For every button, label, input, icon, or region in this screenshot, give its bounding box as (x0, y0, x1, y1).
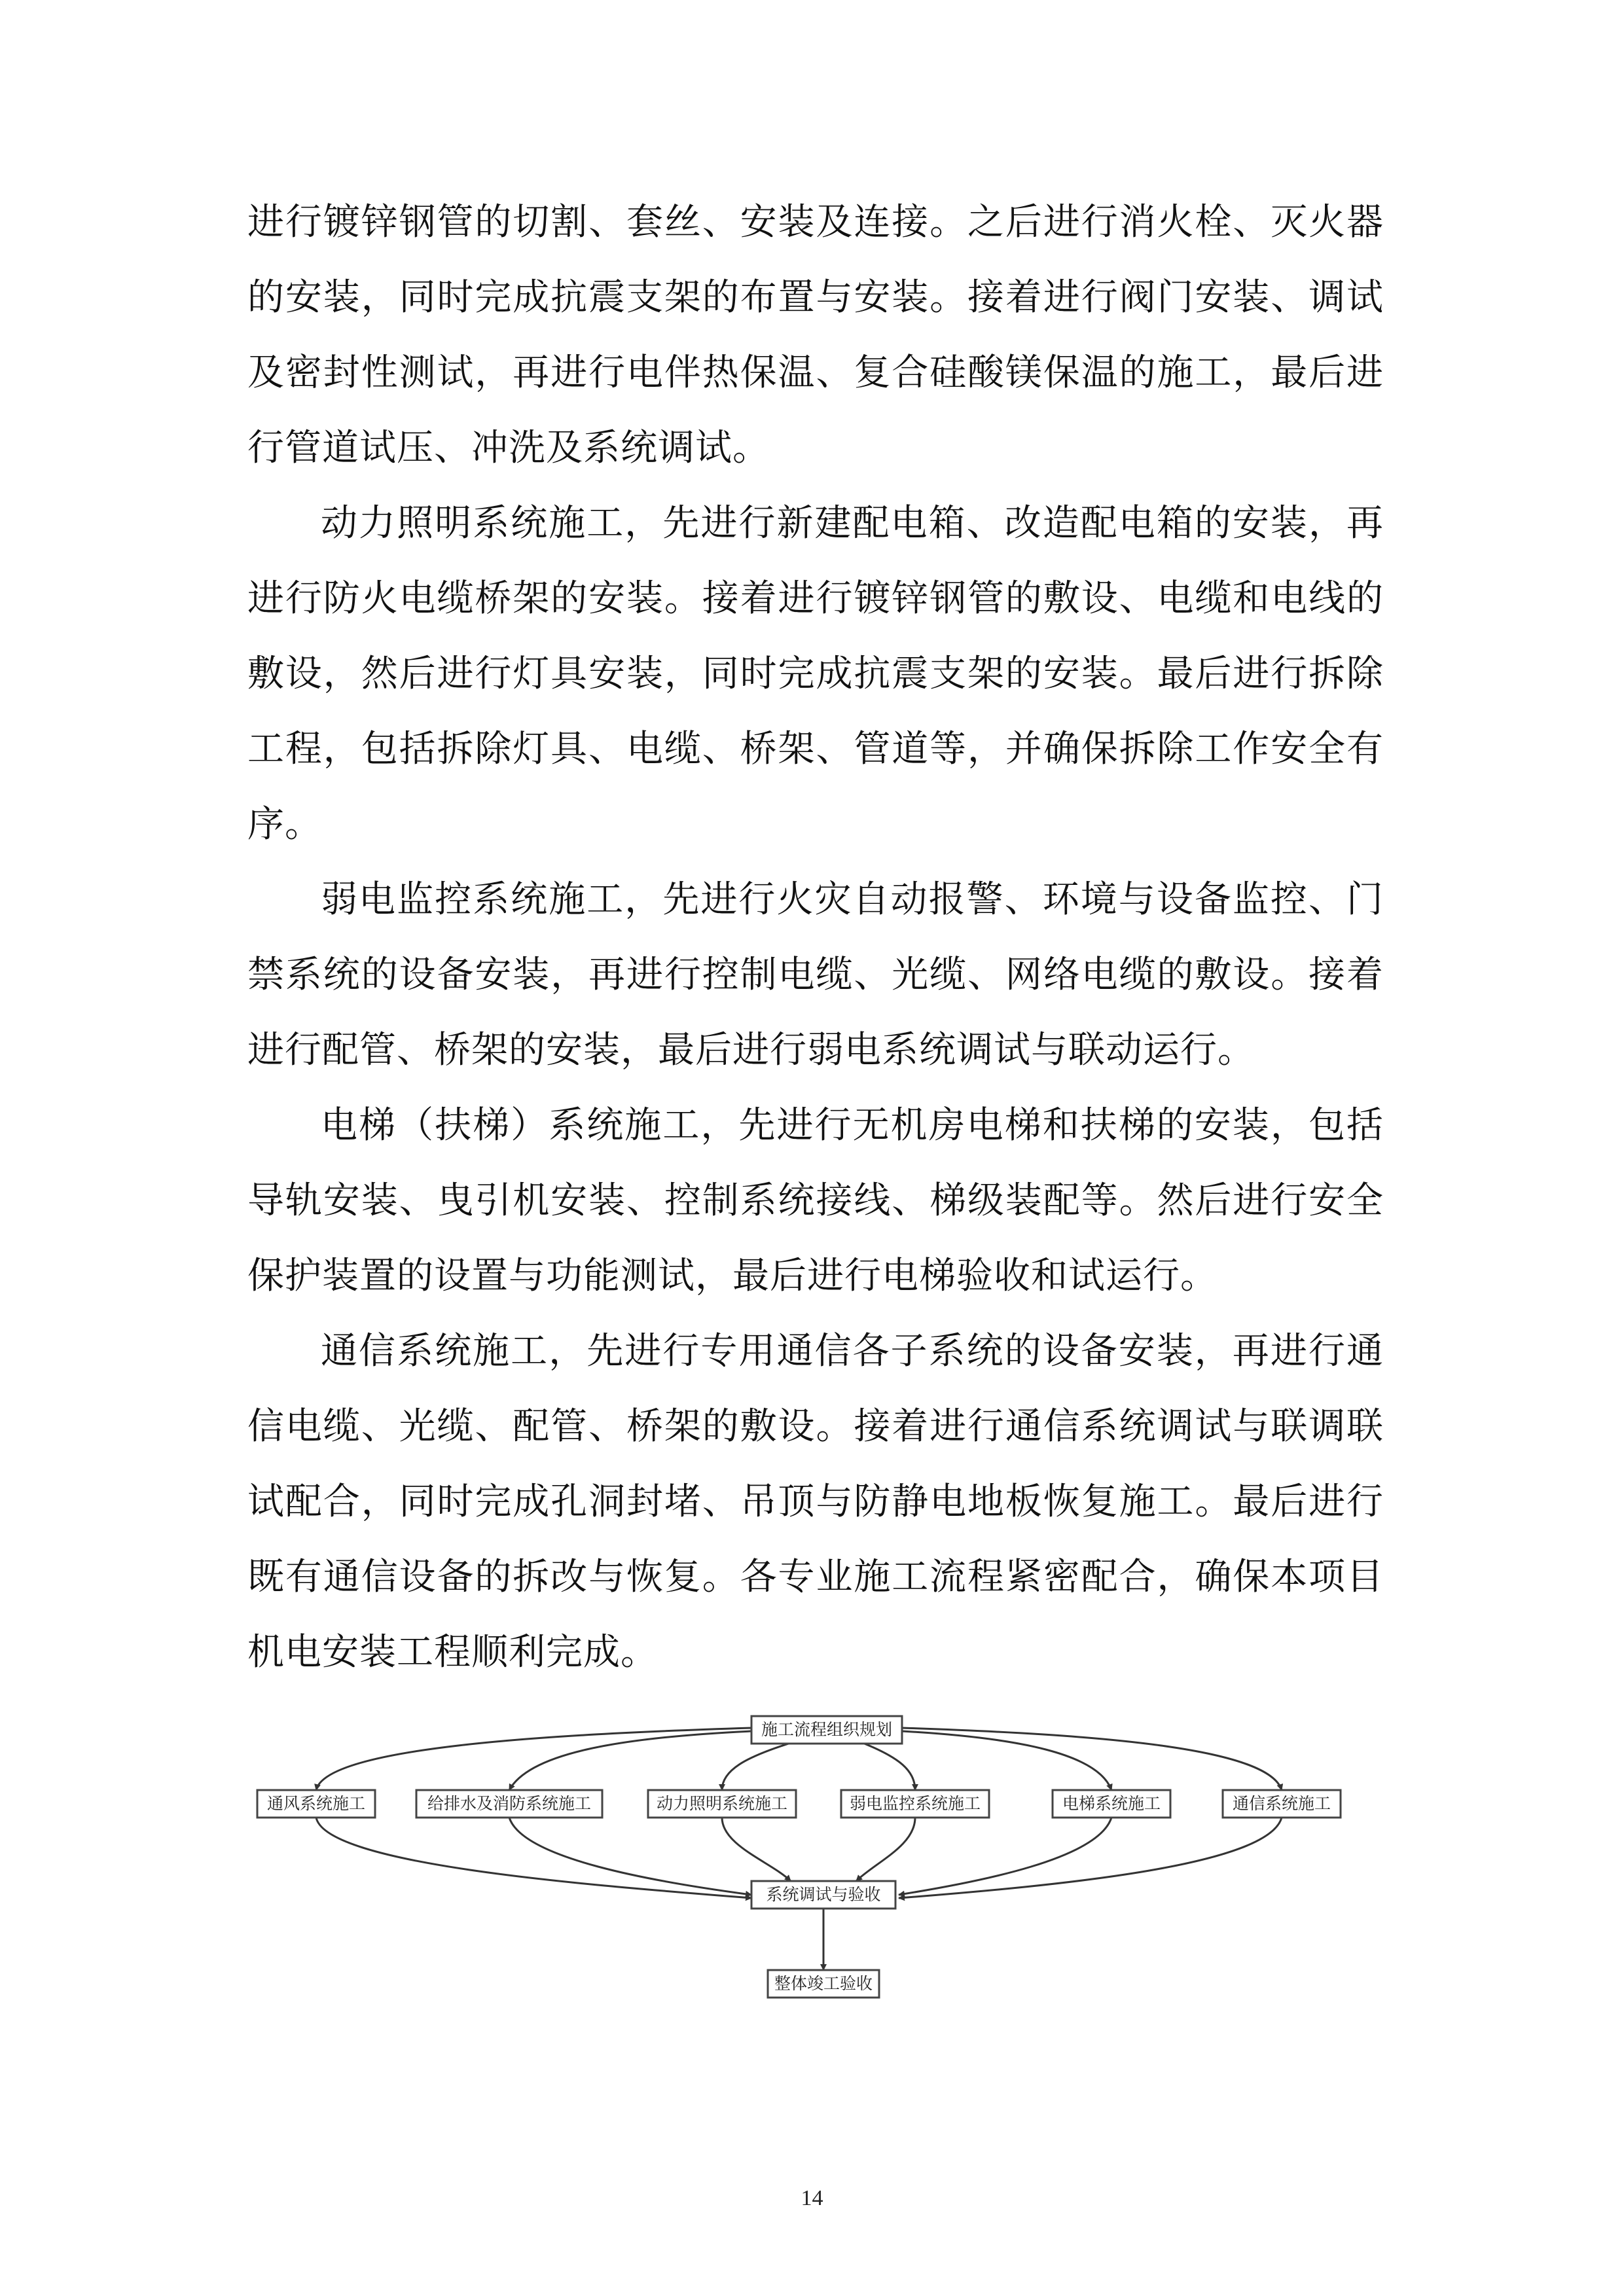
node-weak-current (841, 1790, 989, 1818)
node-final (768, 1970, 879, 1998)
node-water-fire (416, 1790, 602, 1818)
edge-weak-to-testing (856, 1818, 915, 1881)
edge-elevator-to-testing (899, 1818, 1111, 1895)
paragraph-power-lighting: 动力照明系统施工，先进行新建配电箱、改造配电箱的安装，再进行防火电缆桥架的安装。接着进行镀锌钢管的敷设、电缆和电线的敷设，然后进行灯具安装，同时完成抗震支架的安装。最后进行拆除工程，包括拆除灯具、电缆、桥架、管道等，并确保拆除工作安全有序。 (247, 502, 1384, 846)
construction-flowchart (247, 1695, 1386, 2036)
edge-water-to-testing (509, 1818, 751, 1895)
paragraph-weak-current: 弱电监控系统施工，先进行火灾自动报警、环境与设备监控、门禁系统的设备安装，再进行控制电缆、光缆、网络电缆的敷设。接着进行配管、桥架的安装，最后进行弱电系统调试与联动运行。 (247, 878, 1384, 1071)
svg-text:施工流程组织规划: 施工流程组织规划 (761, 1720, 893, 1739)
svg-text:通风系统施工: 通风系统施工 (266, 1794, 366, 1813)
node-communication (1223, 1790, 1341, 1818)
svg-text:弱电监控系统施工: 弱电监控系统施工 (849, 1794, 981, 1813)
edge-root-to-power (722, 1743, 791, 1790)
node-root (751, 1716, 902, 1744)
svg-text:系统调试与验收: 系统调试与验收 (766, 1885, 881, 1904)
svg-text:给排水及消防系统施工: 给排水及消防系统施工 (427, 1794, 592, 1813)
node-ventilation (257, 1790, 375, 1818)
edge-power-to-testing (722, 1818, 791, 1881)
node-testing (751, 1881, 895, 1909)
edge-root-to-communication (902, 1728, 1282, 1790)
svg-text:通信系统施工: 通信系统施工 (1232, 1794, 1331, 1813)
paragraph-water-fire: 进行镀锌钢管的切割、套丝、安装及连接。之后进行消火栓、灭火器的安装，同时完成抗震支架的布置与安装。接着进行阀门安装、调试及密封性测试，再进行电伴热保温、复合硅酸镁保温的施工，最后进行管道试压、冲洗及系统调试。 (247, 201, 1384, 469)
node-elevator (1053, 1790, 1170, 1818)
paragraph-communication: 通信系统施工，先进行专用通信各子系统的设备安装，再进行通信电缆、光缆、配管、桥架的敷设。接着进行通信系统调试与联调联试配合，同时完成孔洞封堵、吊顶与防静电地板恢复施工。最后进行既有通信设备的拆改与恢复。各专业施工流程紧密配合，确保本项目机电安装工程顺利完成。 (247, 1330, 1384, 1674)
edge-root-to-elevator (902, 1731, 1111, 1790)
paragraph-elevator: 电梯（扶梯）系统施工，先进行无机房电梯和扶梯的安装，包括导轨安装、曳引机安装、控制系统接线、梯级装配等。然后进行安全保护装置的设置与功能测试，最后进行电梯验收和试运行。 (247, 1104, 1384, 1297)
page-number: 14 (801, 2186, 823, 2210)
svg-text:电梯系统施工: 电梯系统施工 (1062, 1794, 1161, 1813)
body-text (247, 185, 1384, 1690)
node-power-lighting (648, 1790, 796, 1818)
edge-root-to-ventilation (316, 1728, 751, 1790)
edge-root-to-water (509, 1731, 751, 1790)
svg-text:动力照明系统施工: 动力照明系统施工 (656, 1794, 788, 1813)
svg-text:整体竣工验收: 整体竣工验收 (774, 1974, 873, 1993)
edge-root-to-weak (863, 1743, 915, 1790)
edge-communication-to-testing (899, 1818, 1282, 1898)
